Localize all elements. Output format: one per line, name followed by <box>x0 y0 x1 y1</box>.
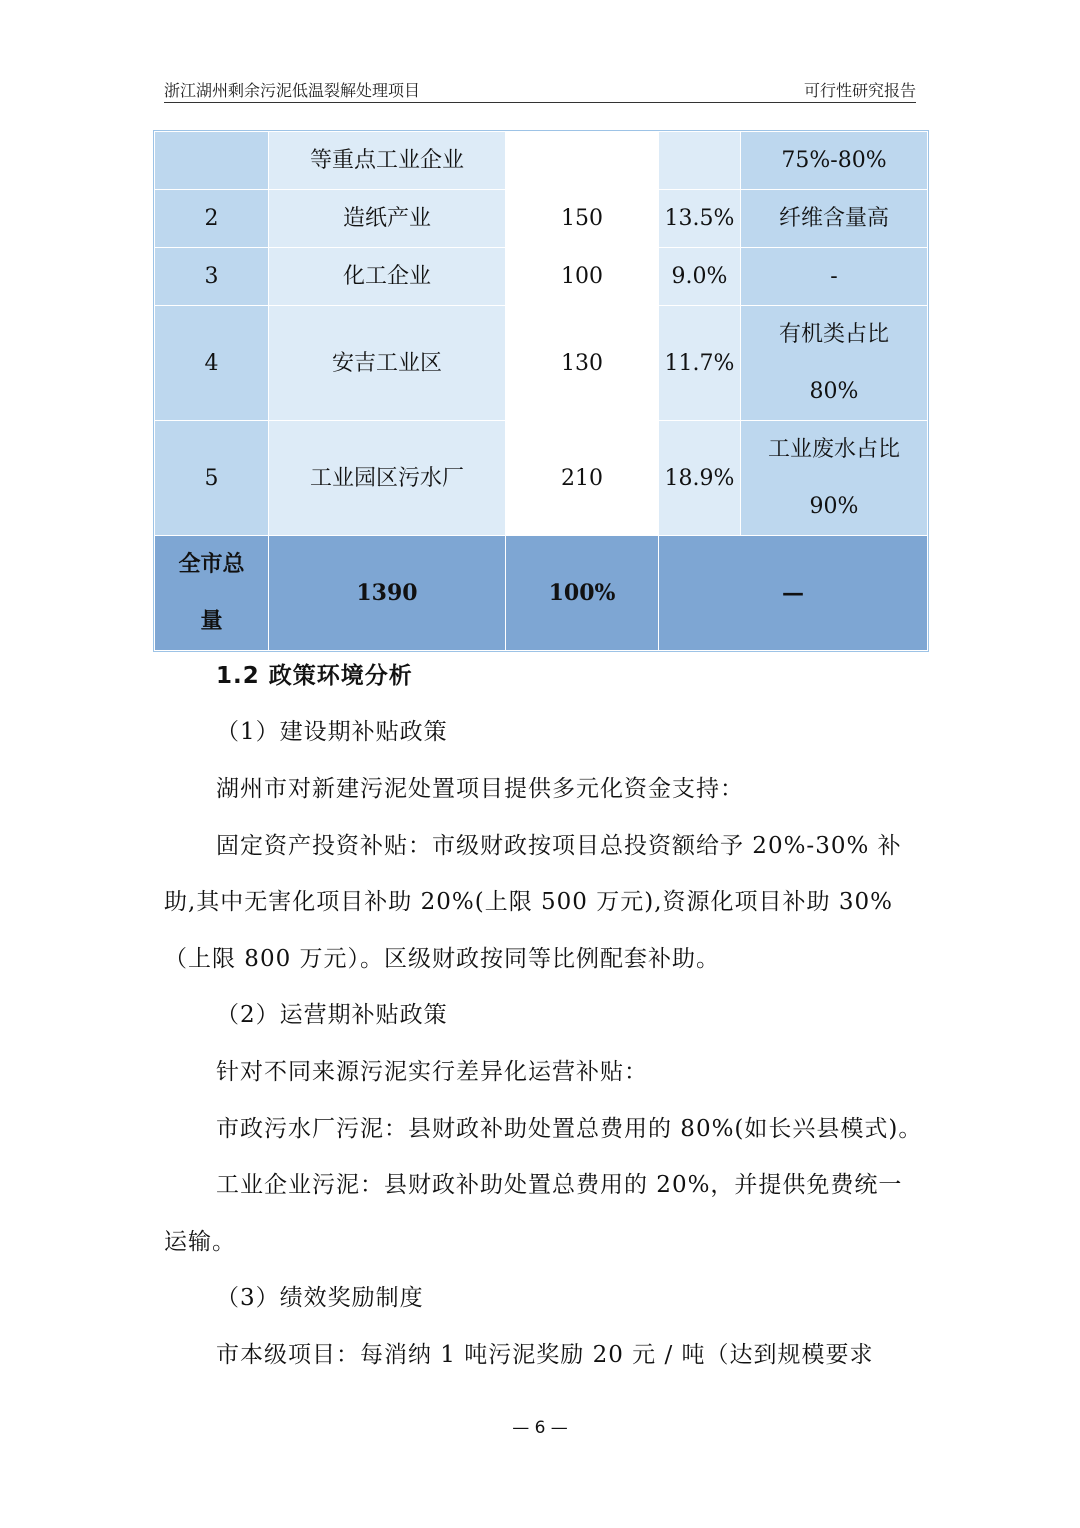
table-total-row <box>155 536 928 651</box>
note-line: 75%-80% <box>781 148 887 173</box>
sludge-source-table <box>154 131 928 651</box>
total-amount: 1390 <box>269 536 506 651</box>
header-report-type: 可行性研究报告 <box>803 81 916 100</box>
sludge-amount: 210 <box>506 421 659 536</box>
table-row <box>155 132 928 190</box>
row-number: 2 <box>155 190 269 248</box>
sludge-amount: 100 <box>506 248 659 306</box>
source-note <box>741 132 928 190</box>
paragraph: （上限 800 万元）。区级财政按同等比例配套补助。 <box>164 946 721 972</box>
subheading-operation: （2）运营期补贴政策 <box>216 1002 448 1028</box>
sludge-amount <box>506 132 659 190</box>
source-note <box>741 306 928 421</box>
table-row <box>155 306 928 421</box>
paragraph: 湖州市对新建污泥处置项目提供多元化资金支持： <box>216 776 744 802</box>
source-name: 工业园区污水厂 <box>269 421 506 536</box>
paragraph: 固定资产投资补贴：市级财政按项目总投资额给予 20%-30% 补 <box>216 833 902 859</box>
subheading-incentive: （3）绩效奖励制度 <box>216 1285 424 1311</box>
paragraph: 运输。 <box>164 1229 236 1255</box>
note-line: 工业废水占比 <box>767 437 900 462</box>
page-number: — 6 — <box>512 1418 568 1438</box>
total-label-line: 全市总 <box>178 551 245 577</box>
source-name: 化工企业 <box>269 248 506 306</box>
note-line: 80% <box>809 379 859 404</box>
source-name: 安吉工业区 <box>269 306 506 421</box>
row-number: 4 <box>155 306 269 421</box>
section-heading: 1.2 政策环境分析 <box>216 663 413 689</box>
paragraph: 市政污水厂污泥：县财政补助处置总费用的 80%(如长兴县模式)。 <box>216 1116 923 1142</box>
source-name: 造纸产业 <box>269 190 506 248</box>
source-note <box>741 190 928 248</box>
note-line: 有机类占比 <box>778 322 889 347</box>
share-ratio: 9.0% <box>659 248 741 306</box>
note-line: 纤维含量高 <box>778 206 889 231</box>
policy-section <box>164 648 923 1408</box>
share-ratio: 13.5% <box>659 190 741 248</box>
share-ratio <box>659 132 741 190</box>
share-ratio: 11.7% <box>659 306 741 421</box>
header-project-title: 浙江湖州剩余污泥低温裂解处理项目 <box>164 81 421 100</box>
total-label-line: 量 <box>200 608 223 634</box>
subheading-construction: （1）建设期补贴政策 <box>216 719 448 745</box>
page-header <box>164 76 916 103</box>
source-note <box>741 421 928 536</box>
paragraph: 工业企业污泥：县财政补助处置总费用的 20%，并提供免费统一 <box>216 1172 903 1198</box>
total-label <box>155 536 269 651</box>
source-note <box>741 248 928 306</box>
sludge-amount: 150 <box>506 190 659 248</box>
total-note: — <box>659 536 928 651</box>
table-row <box>155 190 928 248</box>
note-line: 90% <box>809 494 859 519</box>
table-row <box>155 421 928 536</box>
sludge-amount: 130 <box>506 306 659 421</box>
paragraph: 针对不同来源污泥实行差异化运营补贴： <box>216 1059 648 1085</box>
note-line: - <box>830 264 838 289</box>
row-number <box>155 132 269 190</box>
share-ratio: 18.9% <box>659 421 741 536</box>
row-number: 5 <box>155 421 269 536</box>
paragraph: 助,其中无害化项目补助 20%(上限 500 万元),资源化项目补助 30% <box>164 889 893 915</box>
paragraph: 市本级项目：每消纳 1 吨污泥奖励 20 元 / 吨（达到规模要求 <box>216 1342 874 1368</box>
source-name: 等重点工业企业 <box>269 132 506 190</box>
row-number: 3 <box>155 248 269 306</box>
total-ratio: 100% <box>506 536 659 651</box>
table-row <box>155 248 928 306</box>
